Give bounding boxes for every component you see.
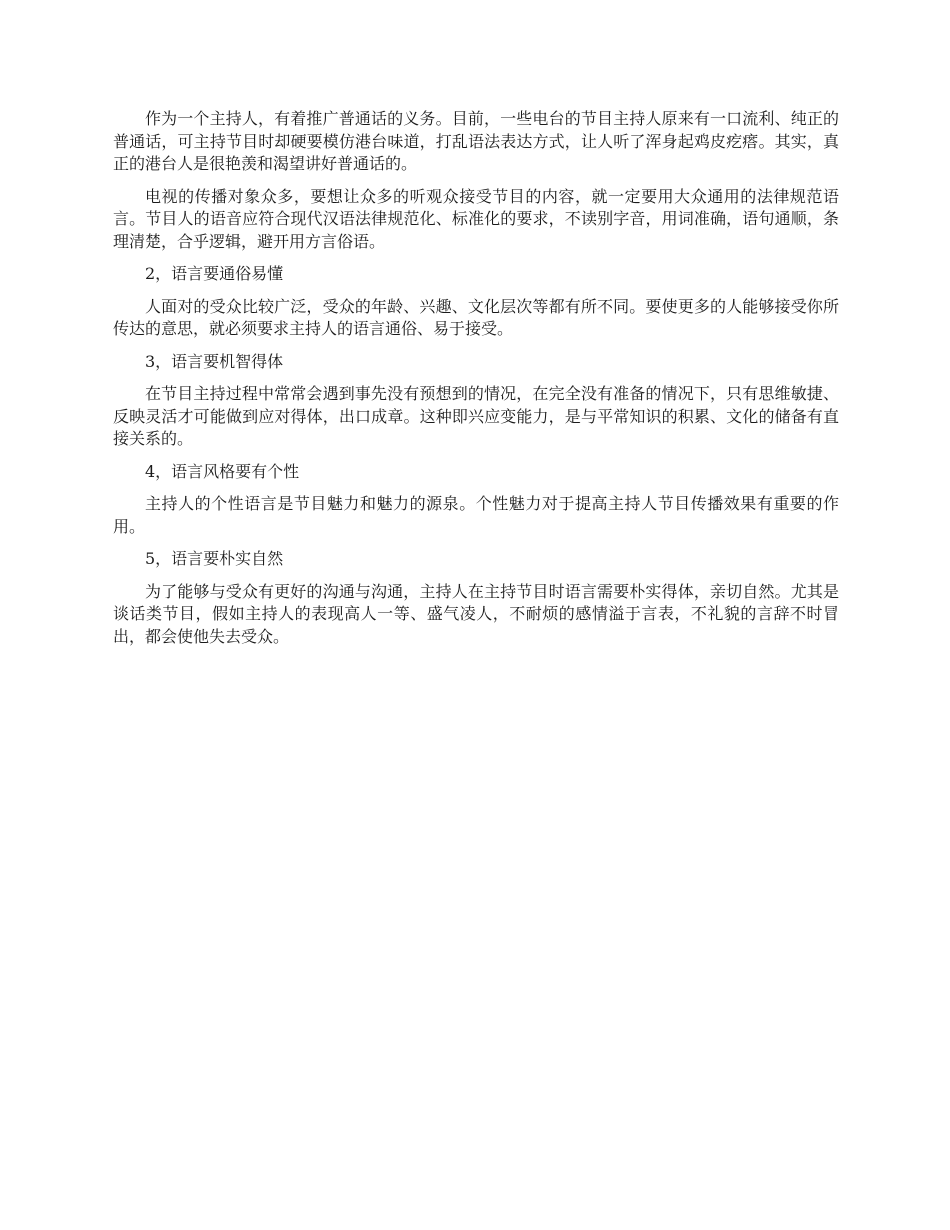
section-heading-5: 5，语言要朴实自然 xyxy=(145,549,284,568)
paragraph-personal-style: 主持人的个性语言是节目魅力和魅力的源泉。个性魅力对于提高主持人节目传播效果有重要的作用。 xyxy=(113,494,839,536)
section-heading-3: 3，语言要机智得体 xyxy=(145,351,284,371)
section-heading-2: 2，语言要通俗易懂 xyxy=(145,264,284,283)
paragraph-standard-language: 电视的传播对象众多，要想让众多的听观众接受节目的内容，就一定要用大众通用的法律规范语言。节目人的语音应符合现代汉语法律规范化、标准化的要求，不读别字音，用词准确，语句通顺，条理清楚，合乎逻辑，避开用方言俗语。 xyxy=(113,186,839,251)
paragraph-natural-language: 为了能够与受众有更好的沟通与沟通，主持人在主持节目时语言需要朴实得体，亲切自然。尤其是谈话类节目，假如主持人的表现高人一等、盛气凌人，不耐烦的感情溢于言表，不礼貌的言辞不时冒出，都会使他失去受众。 xyxy=(113,581,839,646)
paragraph-quick-wit: 在节目主持过程中常常会遇到事先没有预想到的情况，在完全没有准备的情况下，只有思维敏捷、反映灵活才可能做到应对得体，出口成章。这种即兴应变能力，是与平常知识的积累、文化的储备有直接关系的。 xyxy=(113,384,839,448)
paragraph-intro: 作为一个主持人，有着推广普通话的义务。目前，一些电台的节目主持人原来有一口流利、纯正的普通话，可主持节目时却硬要模仿港台味道，打乱语法表达方式，让人听了浑身起鸡皮疙瘩。其实，真正的港台人是很艳羡和渴望讲好普通话的。 xyxy=(113,109,839,173)
paragraph-plain-language: 人面对的受众比较广泛，受众的年龄、兴趣、文化层次等都有所不同。要使更多的人能够接受你所传达的意思，就必须要求主持人的语言通俗、易于接受。 xyxy=(113,296,839,338)
document-body xyxy=(113,108,839,658)
section-heading-4: 4，语言风格要有个性 xyxy=(145,461,300,481)
